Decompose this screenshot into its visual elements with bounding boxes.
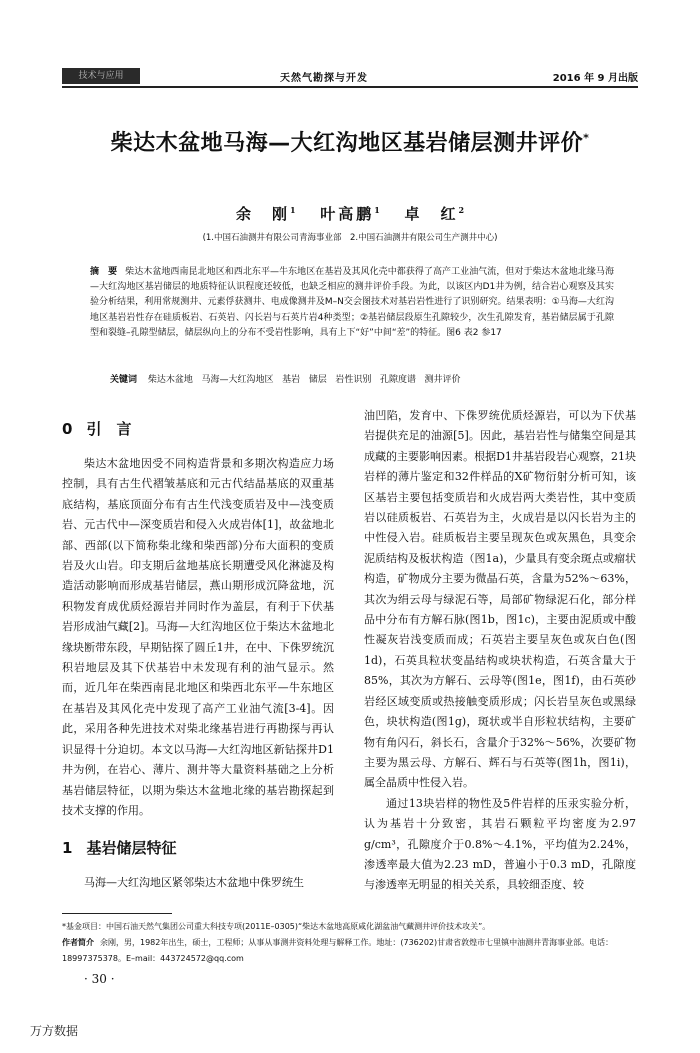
section-heading-intro bbox=[62, 414, 334, 444]
keyword: 储层 bbox=[308, 375, 327, 385]
section-title: 引 言 bbox=[86, 420, 132, 438]
abstract-text: 柴达木盆地西南昆北地区和西北东平—牛东地区在基岩及其风化壳中都获得了高产工业油气流，但对于柴达木盆地北缘马海—大红沟地区基岩储层的地质特征认识程度还较低，也缺乏相应的测井评价手段。为此，以该区内D1井为例，结合岩心观察及其实验分析结果，利用常规测井、元素俘获测井、电成像测井及M–N交会图技术对基岩岩性进行了识别研究。结果表明：①马海—大红沟地区基岩岩性存在硅质板岩、石英岩、闪长岩与石英片岩4种类型；②基岩储层段原生孔隙较少，次生孔隙发育，基岩储层属于孔隙型和裂缝–孔隙型储层，储层纵向上的分布不受岩性影响，具有上下“好”中间“差”的特征。图6 表2 参17 bbox=[90, 267, 614, 338]
footnote-rule bbox=[62, 913, 172, 914]
author-note bbox=[62, 935, 638, 967]
keywords-label: 关键词 bbox=[110, 375, 138, 385]
author-name: 叶高鹏 bbox=[320, 205, 375, 223]
left-column bbox=[62, 408, 334, 894]
keyword: 孔隙度谱 bbox=[379, 375, 416, 385]
author-name: 卓 红 bbox=[404, 205, 459, 223]
keyword: 岩性识别 bbox=[335, 375, 372, 385]
author-note-text: 余刚，男，1982年出生，硕士，工程师；从事从事测井资料处理与解释工作。地址：(736202)甘肃省敦煌市七里镇中油测井青海事业部。电话：18997375378。E–mail：443724572@qq.com bbox=[62, 938, 614, 963]
body-paragraph: 马海—大红沟地区紧邻柴达木盆地中侏罗统生 bbox=[84, 876, 304, 890]
section-number: 1 bbox=[62, 839, 73, 858]
author-list bbox=[0, 203, 700, 224]
page-number: · 30 · bbox=[84, 972, 115, 986]
running-header bbox=[62, 66, 638, 88]
section-tag: 技术与应用 bbox=[62, 68, 140, 84]
author-note-label: 作者简介 bbox=[62, 938, 94, 947]
journal-name: 天然气勘探与开发 bbox=[280, 73, 368, 84]
section-title: 基岩储层特征 bbox=[86, 839, 177, 858]
keyword: 基岩 bbox=[282, 375, 301, 385]
right-column bbox=[364, 406, 636, 896]
body-paragraph: 柴达木盆地因受不同构造背景和多期次构造应力场控制，具有古生代褶皱基底和元古代结晶基底的双重基底结构，基底顶面分布有古生代浅变质岩及中—浅变质岩、元古代中—深变质岩和侵入火成岩体[1]，故盆地北部、西部(以下简称柴北缘和柴西部)分布大面积的变质岩及火山岩。印支期后盆地基底长期遭受风化淋滤及构造活动影响而形成基岩储层，燕山期形成沉降盆地，沉积物发育成优质烃源岩并同时作为盖层，有利于下伏基岩形成油气藏[2]。马海—大红沟地区位于柴达木盆地北缘块断带东段，早期钻探了圆丘1井，在中、下侏罗统沉积岩地层及其下伏基岩中未发现有利的油气显示。然而，近几年在柴西南昆北地区和柴西北东平—牛东地区在基岩及其风化壳中发现了高产工业油气流[3-4]。因此，采用各种先进技术对柴北缘基岩进行再勘探与再认识显得十分迫切。本文以马海—大红沟地区新钻探井D1井为例，在岩心、薄片、测井等大量资料基础之上分析基岩储层特征，以期为柴达木盆地北缘的基岩勘探起到技术支撑的作用。 bbox=[62, 457, 334, 817]
author-affil-mark: 2 bbox=[458, 205, 465, 215]
keyword: 测井评价 bbox=[424, 375, 461, 385]
issue-date: 2016 年 9 月出版 bbox=[552, 73, 638, 84]
author-affil-mark: 1 bbox=[374, 205, 380, 215]
paper-title bbox=[40, 126, 660, 157]
keywords bbox=[110, 372, 610, 385]
title-footnote-mark: * bbox=[583, 131, 590, 145]
section-heading-reservoir bbox=[62, 833, 334, 863]
affiliation: (1.中国石油测井有限公司青海事业部 2.中国石油测井有限公司生产测井中心) bbox=[202, 233, 498, 243]
footnote bbox=[62, 919, 638, 967]
body-paragraph: 通过13块岩样的物性及5件岩样的压汞实验分析，认为基岩十分致密，其岩石颗粒平均密度为2.97 g/cm³，孔隙度介于0.8%～4.1%，平均值为2.24%，渗透率最大值为2.23 mD，普遍小于0.3 mD，孔隙度与渗透率无明显的相关关系，具较细歪度、较 bbox=[364, 796, 636, 892]
body-paragraph: 油凹陷，发育中、下侏罗统优质烃源岩，可以为下伏基岩提供充足的油源[5]。因此，基岩岩性与储集空间是其成藏的主要影响因素。根据D1井基岩段岩心观察，21块岩样的薄片鉴定和32件样品的X矿物衍射分析可知，该区基岩主要包括变质岩和火成岩两大类岩性，其中变质岩以硅质板岩、石英岩为主，火成岩是以闪长岩为主的中性侵入岩。硅质板岩主要呈现灰色或灰黑色，具变余泥质结构及板状构造（图1a)，少量具有变余斑点或瘤状构造，矿物成分主要为微晶石英，含量为52%～63%，其次为绢云母与绿泥石等，局部矿物绿泥石化，部分样品中分布有方解石脉(图1b，图1c)，主要由泥质或中酸性凝灰岩浅变质而成；石英岩主要呈灰色或灰白色(图1d)，石英具粒状变晶结构或块状构造，石英含量大于85%，其次为方解石、云母等(图1e，图1f)，由石英砂岩经区域变质或热接触变质形成；闪长岩呈灰色或黑绿色，块状构造(图1g)，斑状或半自形粒状结构，主要矿物有角闪石，斜长石，含量介于32%～56%，次要矿物主要为黑云母、方解石、辉石与石英等(图1h，图1i)，属全晶质中性侵入岩。 bbox=[364, 409, 636, 790]
abstract bbox=[90, 265, 614, 341]
keyword: 柴达木盆地 bbox=[147, 375, 193, 385]
abstract-label: 摘 要 bbox=[90, 267, 118, 277]
author-name: 余 刚 bbox=[235, 205, 290, 223]
author-affil-mark: 1 bbox=[289, 205, 296, 215]
title-text: 柴达木盆地马海—大红沟地区基岩储层测井评价 bbox=[110, 131, 584, 156]
keyword: 马海—大红沟地区 bbox=[201, 375, 274, 385]
fund-note: *基金项目：中国石油天然气集团公司重大科技专项(2011E–0305)“柴达木盆地高原咸化湖盆油气藏测井评价技术攻关”。 bbox=[62, 922, 491, 931]
section-number: 0 bbox=[62, 420, 73, 438]
watermark: 万方数据 bbox=[30, 1024, 79, 1038]
